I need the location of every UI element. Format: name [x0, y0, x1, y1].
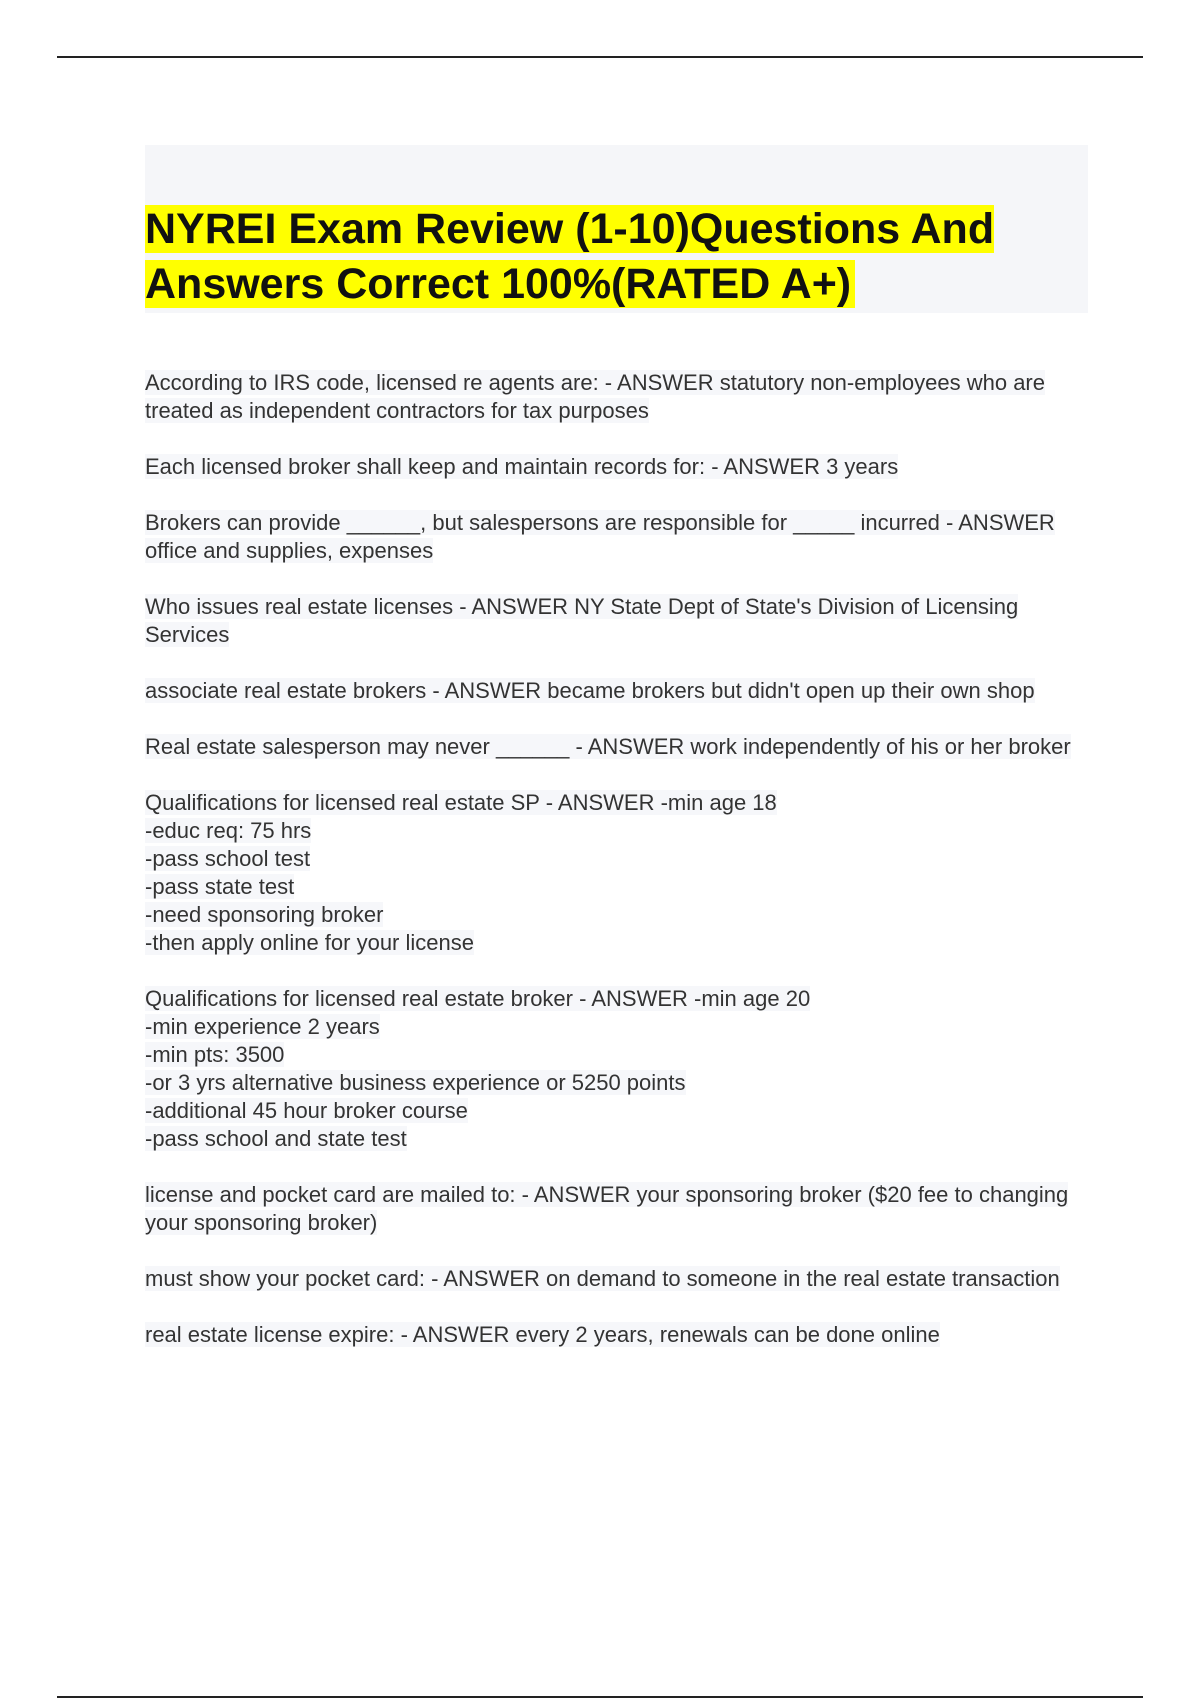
qa-item: must show your pocket card: - ANSWER on demand to someone in the real estate transaction [145, 1266, 1060, 1291]
qa-item: Qualifications for licensed real estate SP - ANSWER -min age 18 -educ req: 75 hrs -pass school test -pass state test -need sponsoring broker -then apply online for your license [145, 790, 777, 955]
qa-item: associate real estate brokers - ANSWER became brokers but didn't open up their own shop [145, 678, 1035, 703]
qa-item: According to IRS code, licensed re agents are: - ANSWER statutory non-employees who are treated as independent contractors for tax purposes [145, 370, 1045, 423]
qa-item: Qualifications for licensed real estate broker - ANSWER -min age 20 -min experience 2 years -min pts: 3500 -or 3 yrs alternative business experience or 5250 points -additional 45 hour broker course -pass school and state test [145, 986, 811, 1151]
qa-item: Each licensed broker shall keep and maintain records for: - ANSWER 3 years [145, 454, 899, 479]
document-title-text: NYREI Exam Review (1-10)Questions And Answers Correct 100%(RATED A+) [145, 205, 995, 308]
title-block [145, 145, 1088, 313]
qa-item: real estate license expire: - ANSWER every 2 years, renewals can be done online [145, 1322, 940, 1347]
footer-rule [57, 1696, 1143, 1698]
qa-item: Real estate salesperson may never ______ - ANSWER work independently of his or her broker [145, 734, 1071, 759]
qa-item: Brokers can provide ______, but salespersons are responsible for _____ incurred - ANSWER office and supplies, expenses [145, 510, 1055, 563]
qa-item: license and pocket card are mailed to: - ANSWER your sponsoring broker ($20 fee to changing your sponsoring broker) [145, 1182, 1069, 1235]
qa-item: Who issues real estate licenses - ANSWER NY State Dept of State's Division of Licensing Services [145, 594, 1019, 647]
header-rule [57, 56, 1143, 58]
qa-list [145, 369, 1088, 1349]
document-title [145, 202, 1088, 312]
document-body [145, 145, 1088, 1377]
